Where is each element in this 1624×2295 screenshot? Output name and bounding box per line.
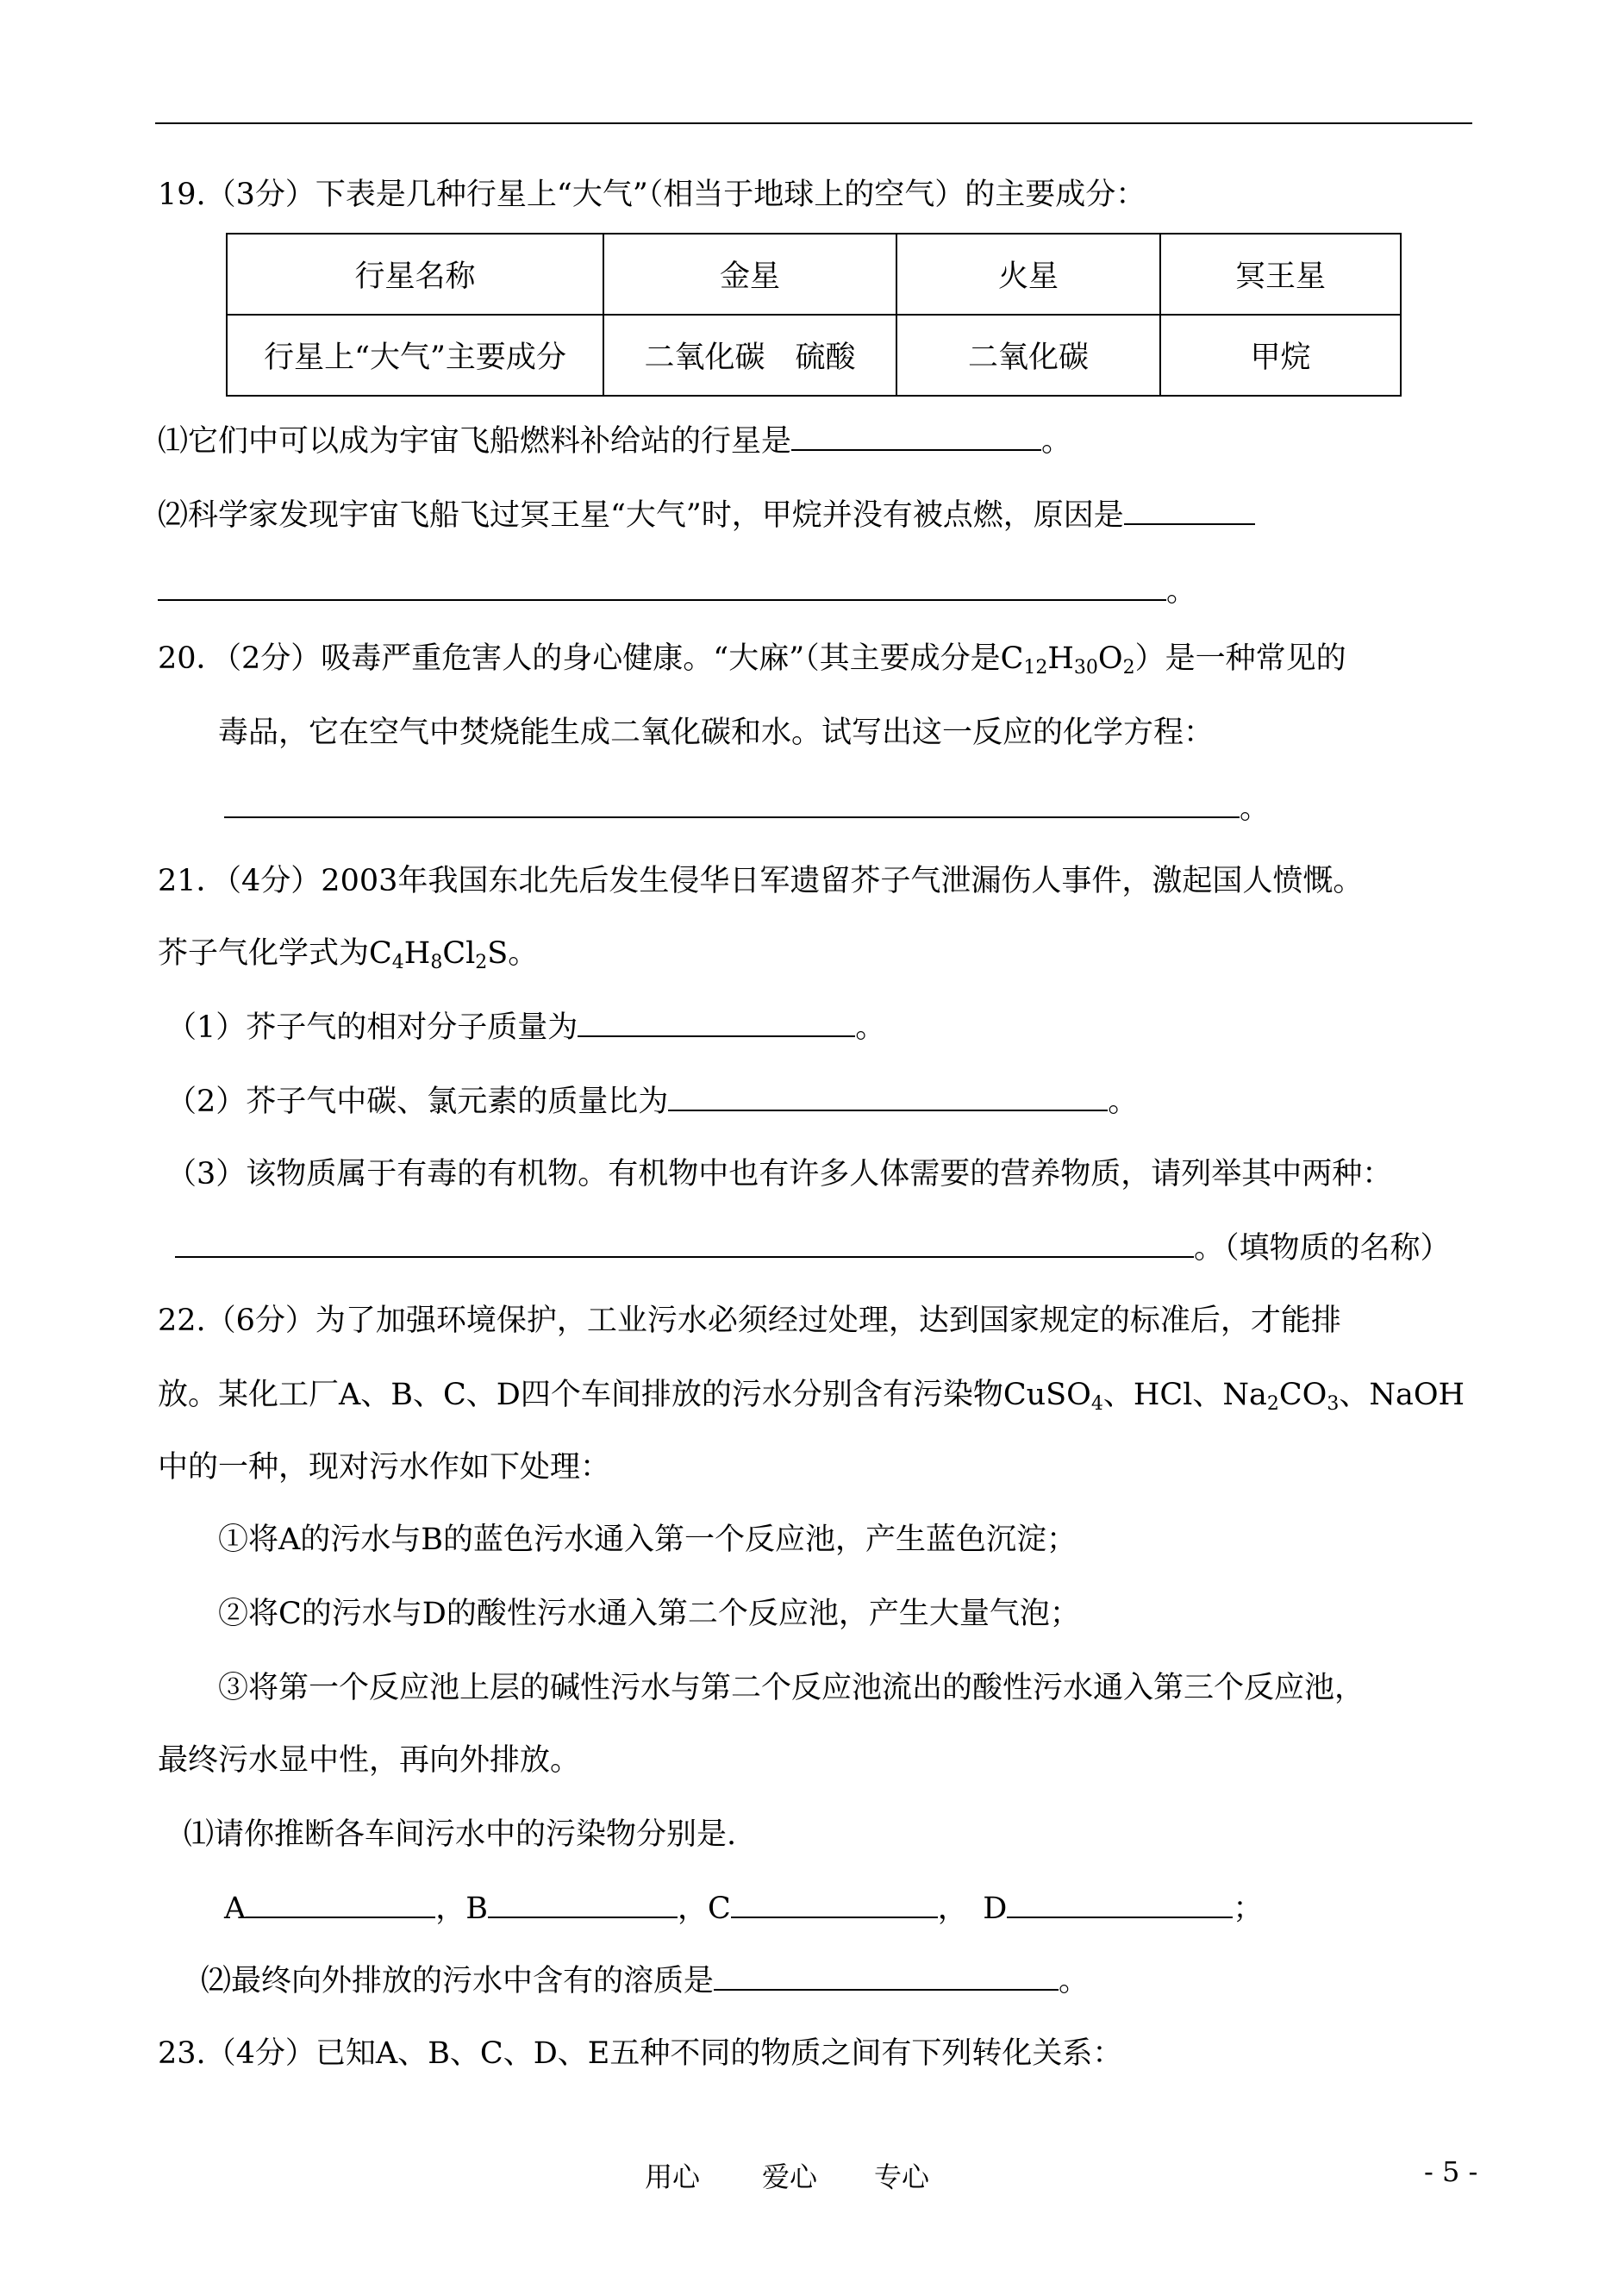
q22-part2 — [201, 1962, 1089, 2000]
q19-part2 — [158, 497, 1255, 535]
answer-blank[interactable] — [791, 423, 1041, 451]
punctuation: 。 — [1240, 791, 1271, 826]
q21-part1 — [166, 1009, 885, 1047]
q22-step3-cont: 最终污水显中性，再向外排放。 — [158, 1743, 581, 1778]
footer-motto-2: 爱心 — [762, 2161, 818, 2193]
q22-text: 、NaOH — [1339, 1378, 1465, 1412]
label-c: ，C — [678, 1892, 731, 1926]
q21-line1: 21．（4分）2003年我国东北先后发生侵华日军遗留芥子气泄漏伤人事件，激起国人愤慨。 — [158, 864, 1364, 898]
subscript: 30 — [1073, 657, 1098, 678]
footer-motto-3: 专心 — [874, 2161, 930, 2193]
q23-line1: 23.（4分）已知A、B、C、D、E五种不同的物质之间有下列转化关系： — [158, 2036, 1123, 2071]
answer-blank-d[interactable] — [1007, 1891, 1233, 1918]
q22-part2-text: ⑵最终向外排放的污水中含有的溶质是 — [201, 1964, 715, 1998]
answer-blank[interactable] — [668, 1084, 1108, 1111]
subscript: 3 — [1327, 1393, 1340, 1415]
q21-part3: （3）该物质属于有毒的有机物。有机物中也有许多人体需要的营养物质，请列举其中两种： — [166, 1157, 1393, 1191]
answer-blank-b[interactable] — [488, 1891, 678, 1918]
element-symbol: H — [403, 936, 431, 971]
element-symbol: H — [1047, 641, 1074, 676]
q20-text: 20．（2分）吸毒严重危害人的身心健康。“大麻”（其主要成分是C — [158, 641, 1024, 676]
element-symbol: S。 — [487, 936, 539, 971]
punctuation: 。 — [1108, 1085, 1139, 1119]
table-cell: 二氧化碳 硫酸 — [603, 315, 896, 396]
q22-part1: ⑴请你推断各车间污水中的污染物分别是. — [184, 1817, 737, 1852]
q21-part2-text: （2）芥子气中碳、氯元素的质量比为 — [166, 1085, 669, 1119]
subscript: 2 — [1266, 1393, 1279, 1415]
label-d: ， D — [937, 1892, 1008, 1926]
table-header-cell: 行星名称 — [227, 234, 603, 315]
q19-part2-text: ⑵科学家发现宇宙飞船飞过冥王星“大气”时，甲烷并没有被点燃，原因是 — [158, 498, 1124, 533]
q22-text: 放。某化工厂A、B、C、D四个车间排放的污水分别含有污染物CuSO — [158, 1378, 1091, 1412]
answer-blank[interactable] — [578, 1010, 855, 1037]
page-number: - 5 - — [1424, 2155, 1478, 2188]
subscript: 2 — [475, 952, 488, 973]
label-b: ，B — [435, 1892, 489, 1926]
table-row — [227, 315, 1401, 396]
answer-blank[interactable] — [714, 1963, 1059, 1991]
table-cell: 二氧化碳 — [896, 315, 1160, 396]
punctuation: 。 — [855, 1010, 886, 1045]
subscript: 2 — [1122, 657, 1135, 678]
table-header-cell: 冥王星 — [1160, 234, 1401, 315]
q19-part2-cont — [158, 572, 1196, 610]
answer-blank-a[interactable] — [246, 1891, 435, 1918]
element-symbol: Cl — [442, 936, 476, 971]
element-symbol: O — [1097, 641, 1123, 676]
q22-step2: ②将C的污水与D的酸性污水通入第二个反应池，产生大量气泡； — [218, 1597, 1080, 1631]
subscript: 4 — [391, 952, 404, 973]
table-row — [227, 234, 1401, 315]
subscript: 4 — [1090, 1393, 1103, 1415]
answer-blank-c[interactable] — [731, 1891, 938, 1918]
table-header-cell: 火星 — [896, 234, 1160, 315]
table-cell: 甲烷 — [1160, 315, 1401, 396]
q22-line1: 22.（6分）为了加强环境保护，工业污水必须经过处理，达到国家规定的标准后，才能排 — [158, 1304, 1341, 1338]
q21-part2 — [166, 1083, 1138, 1121]
q22-text: CO — [1278, 1378, 1327, 1412]
q19-part1 — [158, 422, 1071, 460]
table-header-cell: 金星 — [603, 234, 896, 315]
q19-stem: 19.（3分）下表是几种行星上“大气”（相当于地球上的空气）的主要成分： — [158, 178, 1146, 212]
table-cell: 行星上“大气”主要成分 — [227, 315, 603, 396]
answer-blank[interactable] — [1124, 497, 1255, 525]
q22-step3: ③将第一个反应池上层的碱性污水与第二个反应池流出的酸性污水通入第三个反应池， — [218, 1671, 1365, 1705]
q20-answer-line — [224, 790, 1270, 828]
q21-part1-text: （1）芥子气的相对分子质量为 — [166, 1010, 578, 1045]
punctuation: 。 — [1041, 424, 1072, 459]
header-rule — [155, 122, 1472, 124]
subscript: 12 — [1023, 657, 1048, 678]
q21-text: 芥子气化学式为C — [158, 936, 392, 971]
q22-step1: ①将A的污水与B的蓝色污水通入第一个反应池，产生蓝色沉淀； — [218, 1523, 1077, 1557]
q21-part3-answer — [175, 1229, 1451, 1267]
q20-text: ）是一种常见的 — [1134, 641, 1346, 676]
punctuation: 。（填物质的名称） — [1194, 1231, 1451, 1266]
subscript: 8 — [430, 952, 443, 973]
q20-line1 — [158, 640, 1346, 678]
footer-motto-1: 用心 — [645, 2161, 701, 2193]
punctuation: ； — [1233, 1892, 1264, 1926]
q22-answers-abcd — [224, 1890, 1263, 1928]
answer-blank[interactable] — [224, 791, 1240, 818]
punctuation: 。 — [1166, 574, 1197, 609]
q22-line2 — [158, 1376, 1465, 1414]
q20-line2: 毒品，它在空气中焚烧能生成二氧化碳和水。试写出这一反应的化学方程： — [218, 716, 1215, 750]
punctuation: 。 — [1059, 1964, 1090, 1998]
answer-blank[interactable] — [175, 1230, 1194, 1258]
q19-part1-text: ⑴它们中可以成为宇宙飞船燃料补给站的行星是 — [158, 424, 792, 459]
q22-line3: 中的一种，现对污水作如下处理： — [158, 1450, 611, 1485]
planet-atmosphere-table — [226, 233, 1402, 397]
q21-formula — [158, 935, 538, 972]
answer-blank[interactable] — [158, 573, 1166, 601]
q22-text: 、HCl、Na — [1102, 1378, 1267, 1412]
label-a: A — [224, 1892, 247, 1926]
